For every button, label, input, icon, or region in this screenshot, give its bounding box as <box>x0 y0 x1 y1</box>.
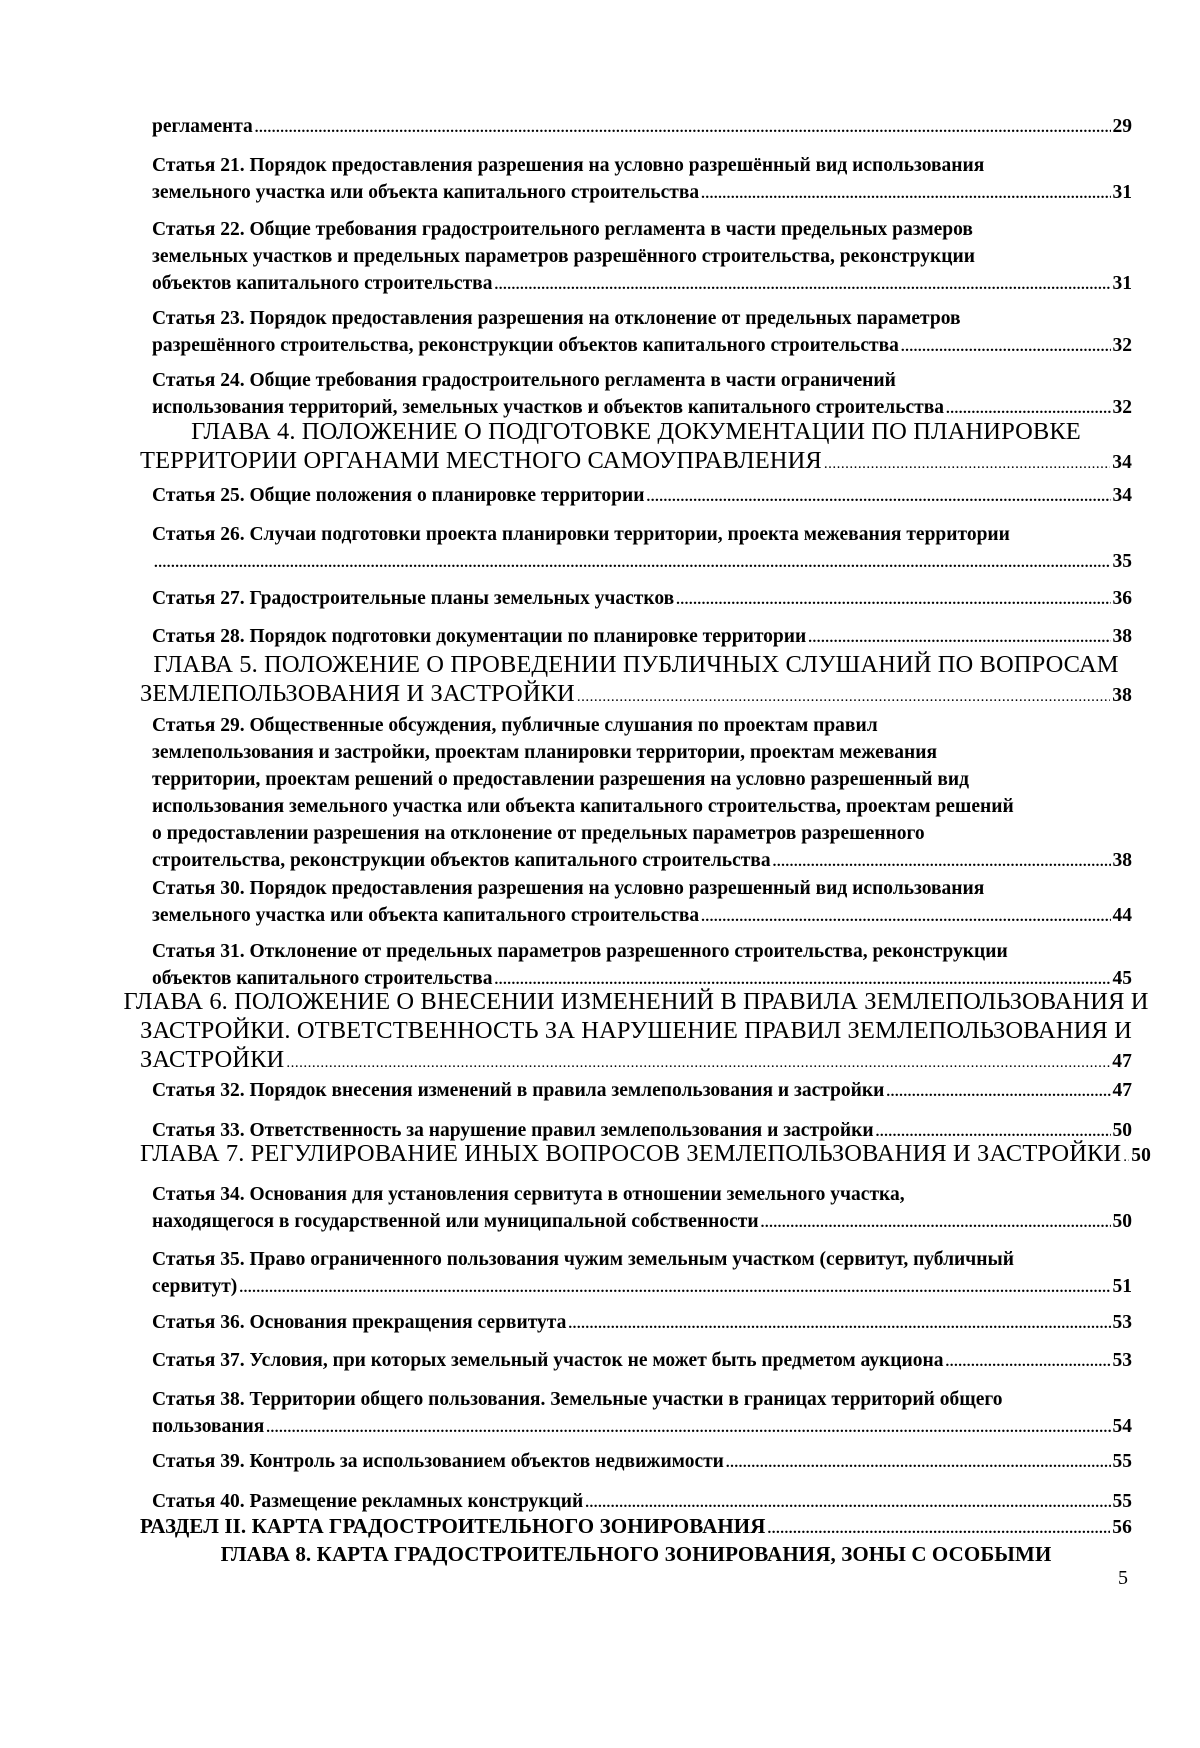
toc-entry-text: Статья 36. Основания прекращения сервитута <box>152 1312 567 1333</box>
toc-entry-text: землепользования и застройки, проектам планировки территории, проектам межевания <box>152 742 938 763</box>
toc-page-number: 45 <box>1112 968 1132 989</box>
toc-page-number: 55 <box>1112 1491 1132 1512</box>
toc-page-number: 54 <box>1112 1416 1132 1437</box>
toc-page-number: 34 <box>1112 485 1132 506</box>
toc-chapter-entry <box>140 1540 1132 1569</box>
toc-page-number: 38 <box>1112 626 1132 647</box>
toc-article-entry <box>152 712 1132 876</box>
toc-article-entry <box>152 1448 1132 1477</box>
toc-entry-text: ГЛАВА 6. ПОЛОЖЕНИЕ О ВНЕСЕНИИ ИЗМЕНЕНИЙ В ПРАВИЛА ЗЕМЛЕПОЛЬЗОВАНИЯ И <box>123 988 1149 1015</box>
toc-chapter-entry <box>140 417 1132 479</box>
toc-page-number: 50 <box>1112 1211 1132 1232</box>
toc-page-number: 44 <box>1112 905 1132 926</box>
toc-entry-text: Статья 31. Отклонение от предельных параметров разрешенного строительства, реконструкции <box>152 941 1008 962</box>
toc-page-number: 47 <box>1112 1080 1132 1101</box>
dot-leader <box>494 270 1110 299</box>
toc-page-number: 32 <box>1112 397 1132 418</box>
toc-page-number: 31 <box>1112 273 1132 294</box>
dot-leader <box>761 1208 1111 1237</box>
toc-entry-text: ГЛАВА 7. РЕГУЛИРОВАНИЕ ИНЫХ ВОПРОСОВ ЗЕМЛЕПОЛЬЗОВАНИЯ И ЗАСТРОЙКИ <box>140 1140 1122 1167</box>
toc-entry-text: Статья 34. Основания для установления сервитута в отношении земельного участка, <box>152 1184 905 1205</box>
toc-page-number: 53 <box>1112 1312 1132 1333</box>
dot-leader <box>154 548 1111 577</box>
toc-entry-text: ЗАСТРОЙКИ <box>140 1046 285 1073</box>
toc-article-entry <box>152 1347 1132 1376</box>
toc-article-entry <box>152 1246 1132 1302</box>
toc-page-number: 36 <box>1112 588 1132 609</box>
toc-article-entry <box>152 585 1132 614</box>
toc-entry-text: Статья 21. Порядок предоставления разрешения на условно разрешённый вид использования <box>152 155 985 176</box>
page-number: 5 <box>1118 1567 1128 1589</box>
toc-entry-text: ЗЕМЛЕПОЛЬЗОВАНИЯ И ЗАСТРОЙКИ <box>140 680 575 707</box>
dot-leader <box>773 847 1111 876</box>
dot-leader <box>808 623 1110 652</box>
toc-entry-text: ТЕРРИТОРИИ ОРГАНАМИ МЕСТНОГО САМОУПРАВЛЕНИЯ <box>140 447 822 474</box>
toc-entry-text: Статья 35. Право ограниченного пользования чужим земельным участком (сервитут, публичный <box>152 1249 1014 1270</box>
toc-page-number: 50 <box>1112 1120 1132 1141</box>
toc-article-entry <box>152 216 1132 299</box>
toc-article-entry <box>152 1386 1132 1442</box>
toc-entry-text: сервитут) <box>152 1276 238 1297</box>
toc-entry-text: РАЗДЕЛ II. КАРТА ГРАДОСТРОИТЕЛЬНОГО ЗОНИРОВАНИЯ <box>140 1514 766 1538</box>
toc-entry-text: использования территорий, земельных участков и объектов капитального строительства <box>152 397 945 418</box>
toc-page-number: 50 <box>1131 1145 1151 1166</box>
dot-leader <box>577 679 1110 712</box>
toc-article-entry <box>152 875 1132 931</box>
dot-leader <box>886 1077 1110 1106</box>
dot-leader <box>239 1273 1110 1302</box>
toc-entry-text: Статья 38. Территории общего пользования. Земельные участки в границах территорий общего <box>152 1389 1003 1410</box>
toc-page-number: 55 <box>1112 1451 1132 1472</box>
toc-page-number: 31 <box>1112 182 1132 203</box>
toc-article-entry <box>152 152 1132 208</box>
toc-entry-text: земельных участков и предельных параметров разрешённого строительства, реконструкции <box>152 246 975 267</box>
toc-entry-text: территории, проектам решений о предоставлении разрешения на условно разрешенный вид <box>152 769 970 790</box>
toc-entry-text: разрешённого строительства, реконструкции объектов капитального строительства <box>152 335 899 356</box>
toc-entry-text: о предоставлении разрешения на отклонение от предельных параметров разрешенного <box>152 823 925 844</box>
toc-page-number: 35 <box>1112 551 1132 572</box>
toc-entry-text: Статья 30. Порядок предоставления разрешения на условно разрешенный вид использования <box>152 878 985 899</box>
dot-leader <box>676 585 1110 614</box>
toc-article-entry <box>152 623 1132 652</box>
toc-article-entry <box>152 1181 1132 1237</box>
dot-leader <box>726 1448 1111 1477</box>
toc-page-number: 32 <box>1112 335 1132 356</box>
toc-entry-text: объектов капитального строительства <box>152 968 493 989</box>
dot-leader <box>901 332 1111 361</box>
toc-page-number: 53 <box>1112 1350 1132 1371</box>
dot-leader <box>1123 1139 1129 1172</box>
toc-chapter-entry <box>123 987 1149 1078</box>
toc-entry-text: Статья 29. Общественные обсуждения, публичные слушания по проектам правил <box>152 715 878 736</box>
dot-leader <box>266 1413 1110 1442</box>
toc-entry-text: Статья 23. Порядок предоставления разрешения на отклонение от предельных параметров <box>152 308 961 329</box>
toc-article-entry <box>152 1077 1132 1106</box>
toc-entry-text: Статья 25. Общие положения о планировке территории <box>152 485 645 506</box>
toc-entry-text: находящегося в государственной или муниципальной собственности <box>152 1211 759 1232</box>
toc-entry-text: ГЛАВА 8. КАРТА ГРАДОСТРОИТЕЛЬНОГО ЗОНИРОВАНИЯ, ЗОНЫ С ОСОБЫМИ <box>220 1542 1052 1566</box>
toc-entry-text: использования земельного участка или объекта капитального строительства, проектам решений <box>152 796 1014 817</box>
toc-entry-text: Статья 22. Общие требования градостроительного регламента в части предельных размеров <box>152 219 973 240</box>
toc-entry-text: Статья 40. Размещение рекламных конструкций <box>152 1491 584 1512</box>
toc-entry-text: Статья 27. Градостроительные планы земельных участков <box>152 588 675 609</box>
toc-entry-text: Статья 33. Ответственность за нарушение правил землепользования и застройки <box>152 1120 874 1141</box>
toc-entry-text: ГЛАВА 5. ПОЛОЖЕНИЕ О ПРОВЕДЕНИИ ПУБЛИЧНЫХ СЛУШАНИЙ ПО ВОПРОСАМ <box>153 651 1119 678</box>
toc-article-entry <box>152 1309 1132 1338</box>
dot-leader <box>255 113 1111 142</box>
toc-page-number: 34 <box>1112 452 1132 473</box>
toc-entry-text: Статья 32. Порядок внесения изменений в правила землепользования и застройки <box>152 1080 885 1101</box>
toc-entry-text: Статья 37. Условия, при которых земельный участок не может быть предметом аукциона <box>152 1350 944 1371</box>
dot-leader <box>568 1309 1110 1338</box>
toc-article-entry <box>152 367 1132 423</box>
toc-entry-text: Статья 28. Порядок подготовки документации по планировке территории <box>152 626 807 647</box>
toc-entry-text: Статья 24. Общие требования градостроительного регламента в части ограничений <box>152 370 896 391</box>
toc-article-entry <box>152 521 1132 577</box>
dot-leader <box>701 179 1110 208</box>
toc-entry-text: строительства, реконструкции объектов капитального строительства <box>152 850 771 871</box>
dot-leader <box>646 482 1110 511</box>
toc-page-number: 47 <box>1112 1051 1132 1072</box>
toc-entry-text: объектов капитального строительства <box>152 273 493 294</box>
toc-page-number: 38 <box>1112 685 1132 706</box>
toc-chapter-entry <box>140 650 1132 712</box>
dot-leader <box>824 446 1110 479</box>
toc-entry-text: Статья 26. Случаи подготовки проекта планировки территории, проекта межевания территории <box>152 524 1010 545</box>
toc-page-number: 29 <box>1112 116 1132 137</box>
toc-chapter-entry <box>140 1139 1151 1172</box>
toc-entry-text: земельного участка или объекта капитального строительства <box>152 905 700 926</box>
toc-article-entry <box>152 938 1132 994</box>
toc-entry-text: Статья 39. Контроль за использованием объектов недвижимости <box>152 1451 724 1472</box>
toc-entry-text: земельного участка или объекта капитального строительства <box>152 182 700 203</box>
toc-entry-text: ГЛАВА 4. ПОЛОЖЕНИЕ О ПОДГОТОВКЕ ДОКУМЕНТАЦИИ ПО ПЛАНИРОВКЕ <box>191 418 1081 445</box>
toc-entry-text: ЗАСТРОЙКИ. ОТВЕТСТВЕННОСТЬ ЗА НАРУШЕНИЕ ПРАВИЛ ЗЕМЛЕПОЛЬЗОВАНИЯ И <box>140 1017 1132 1044</box>
toc-article-entry <box>152 482 1132 511</box>
toc-entry-text: пользования <box>152 1416 265 1437</box>
toc-article-entry <box>152 113 1132 142</box>
toc-page-number: 51 <box>1112 1276 1132 1297</box>
dot-leader <box>945 1347 1110 1376</box>
toc-article-entry <box>152 305 1132 361</box>
dot-leader <box>701 902 1110 931</box>
toc-entry-text: регламента <box>152 116 253 137</box>
dot-leader <box>286 1045 1110 1078</box>
toc-page-number: 56 <box>1112 1517 1132 1538</box>
toc-page-number: 38 <box>1112 850 1132 871</box>
